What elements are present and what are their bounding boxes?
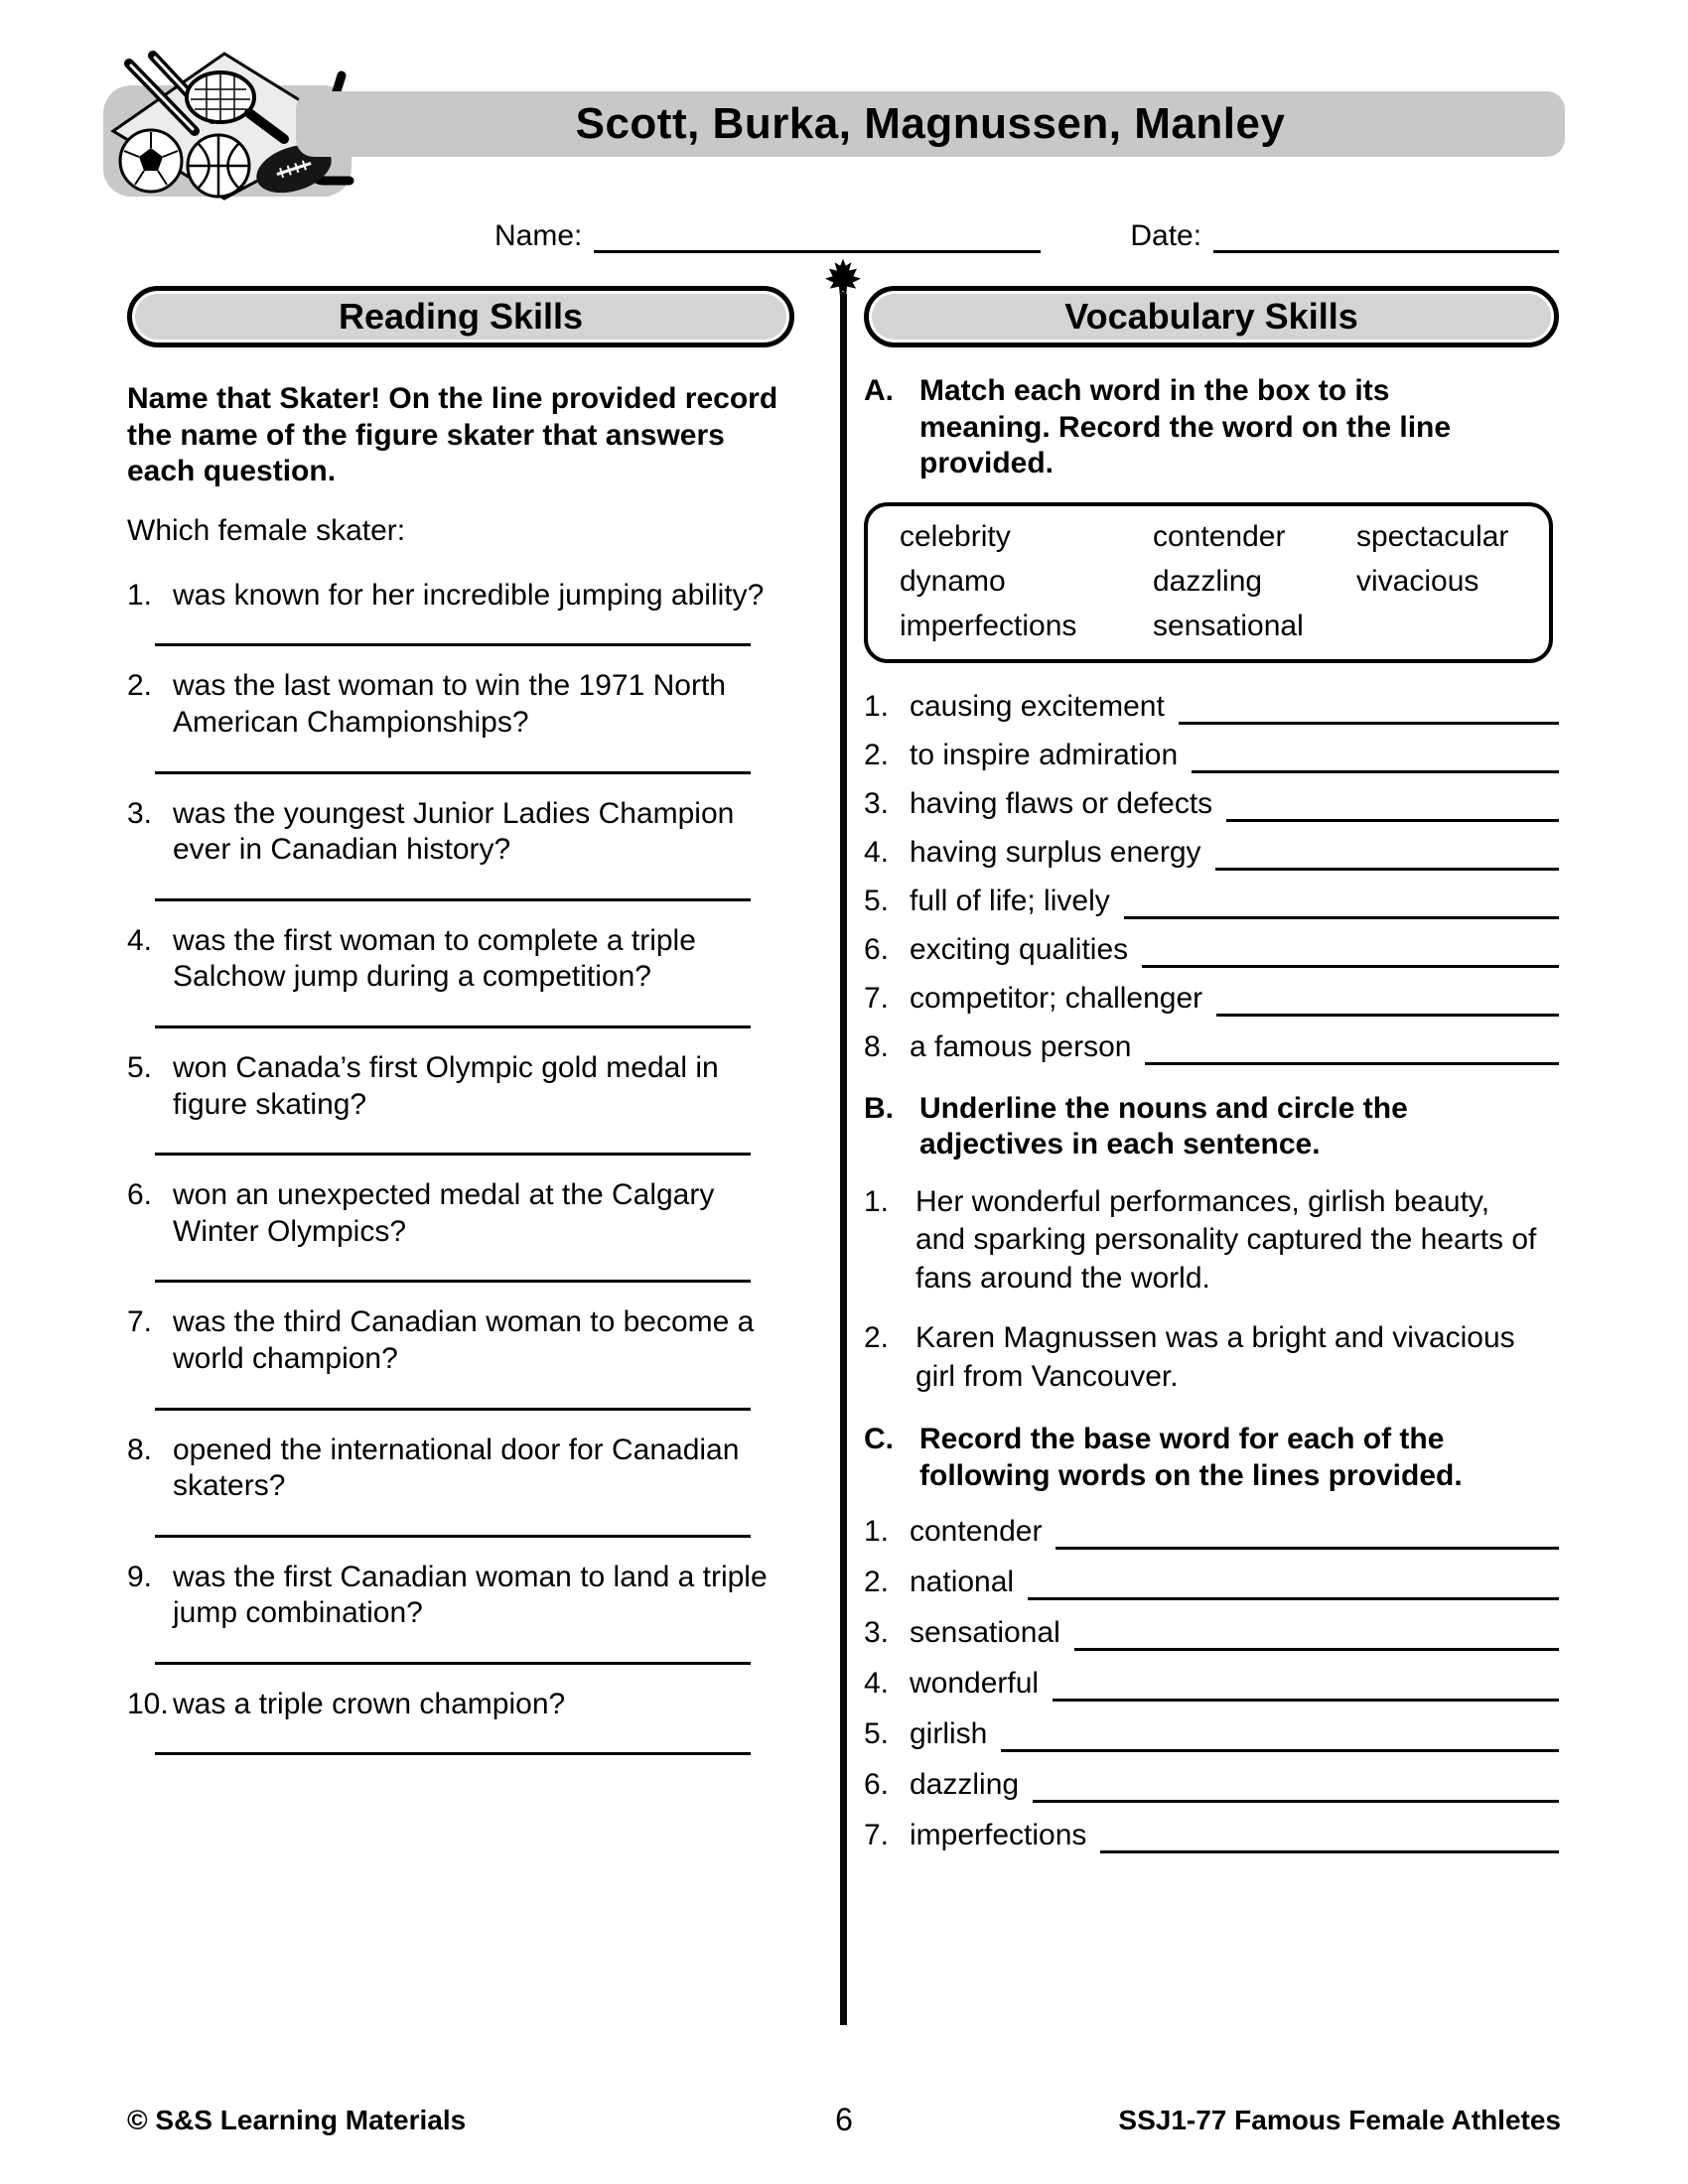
word-box-word: imperfections bbox=[900, 609, 1077, 642]
sentence-item bbox=[864, 1319, 1559, 1396]
answer-line-q6[interactable] bbox=[155, 1250, 751, 1283]
part-a-label: A. bbox=[864, 374, 894, 407]
base-word-line-c7[interactable] bbox=[1100, 1818, 1559, 1853]
base-word-item bbox=[864, 1514, 1559, 1550]
part-c-label: C. bbox=[864, 1422, 894, 1455]
answer-line-q5[interactable] bbox=[155, 1123, 751, 1156]
name-date-row bbox=[494, 214, 1559, 253]
question-text: was the third Canadian woman to become a world champion? bbox=[173, 1305, 755, 1375]
vocab-item-number: 1. bbox=[864, 689, 890, 723]
question-number: 8. bbox=[127, 1433, 153, 1466]
word-box-word: sensational bbox=[1153, 609, 1304, 642]
base-word-line-c5[interactable] bbox=[1001, 1716, 1559, 1752]
question-item bbox=[127, 1177, 794, 1250]
question-item bbox=[127, 1560, 794, 1632]
question-text: was the first Canadian woman to land a triple jump combination? bbox=[173, 1560, 768, 1630]
question-text: was the first woman to complete a triple Salchow jump during a competition? bbox=[173, 923, 696, 994]
base-word-line-c4[interactable] bbox=[1053, 1666, 1559, 1702]
word-box bbox=[864, 502, 1553, 663]
vocab-item-text: causing excitement bbox=[910, 689, 1165, 723]
sentence-number: 2. bbox=[864, 1321, 890, 1355]
vocab-item bbox=[864, 689, 1559, 725]
vocab-item bbox=[864, 738, 1559, 773]
question-number: 7. bbox=[127, 1305, 153, 1339]
question-number: 2. bbox=[127, 669, 153, 703]
answer-line-q3[interactable] bbox=[155, 869, 751, 901]
answer-line-q8[interactable] bbox=[155, 1505, 751, 1538]
question-item bbox=[127, 1687, 794, 1723]
question-number: 6. bbox=[127, 1178, 153, 1212]
base-word-text: wonderful bbox=[910, 1667, 1040, 1701]
date-line[interactable] bbox=[1213, 214, 1559, 253]
date-label: Date: bbox=[1130, 219, 1202, 252]
answer-line-q4[interactable] bbox=[155, 996, 751, 1028]
vocab-item-number: 3. bbox=[864, 786, 890, 820]
answer-line-q2[interactable] bbox=[155, 742, 751, 774]
base-word-line-c3[interactable] bbox=[1074, 1615, 1559, 1651]
question-item bbox=[127, 923, 794, 996]
base-word-text: contender bbox=[910, 1515, 1043, 1549]
vocab-answer-line-a4[interactable] bbox=[1215, 835, 1559, 871]
vocabulary-column bbox=[864, 286, 1559, 1868]
vocab-item bbox=[864, 981, 1559, 1017]
vocab-answer-line-a8[interactable] bbox=[1145, 1029, 1559, 1065]
base-word-text: sensational bbox=[910, 1616, 1060, 1650]
vocab-item-text: having surplus energy bbox=[910, 835, 1201, 869]
part-c-heading bbox=[864, 1422, 1559, 1494]
base-word-number: 5. bbox=[864, 1717, 890, 1751]
base-word-item bbox=[864, 1615, 1559, 1651]
part-b-instructions: Underline the nouns and circle the adjectives in each sentence. bbox=[919, 1091, 1408, 1161]
base-word-item bbox=[864, 1767, 1559, 1803]
part-a-heading bbox=[864, 373, 1559, 482]
vocab-item-number: 5. bbox=[864, 884, 890, 917]
question-number: 10. bbox=[127, 1687, 169, 1720]
base-word-line-c6[interactable] bbox=[1033, 1767, 1559, 1803]
answer-line-q10[interactable] bbox=[155, 1722, 751, 1755]
answer-line-q9[interactable] bbox=[155, 1632, 751, 1665]
question-text: was known for her incredible jumping ability? bbox=[173, 578, 765, 612]
question-number: 4. bbox=[127, 923, 153, 957]
question-text: opened the international door for Canadian skaters? bbox=[173, 1433, 740, 1503]
vocab-item bbox=[864, 1029, 1559, 1065]
question-number: 3. bbox=[127, 796, 153, 830]
question-text: was the youngest Junior Ladies Champion ever in Canadian history? bbox=[173, 796, 735, 867]
sentence-text: Her wonderful performances, girlish beauty, and sparking personality captured the hearts of fans around the world. bbox=[915, 1184, 1537, 1295]
base-word-item bbox=[864, 1716, 1559, 1752]
base-word-number: 4. bbox=[864, 1667, 890, 1701]
vocab-item bbox=[864, 786, 1559, 822]
base-word-item bbox=[864, 1666, 1559, 1702]
question-text: was a triple crown champion? bbox=[173, 1687, 566, 1720]
answer-line-q7[interactable] bbox=[155, 1378, 751, 1411]
vocab-item-text: a famous person bbox=[910, 1029, 1132, 1063]
part-c-instructions: Record the base word for each of the following words on the lines provided. bbox=[919, 1422, 1463, 1492]
vocab-answer-line-a7[interactable] bbox=[1216, 981, 1559, 1017]
vocabulary-section-title: Vocabulary Skills bbox=[1064, 296, 1358, 337]
vocab-item-text: to inspire admiration bbox=[910, 738, 1179, 771]
question-item bbox=[127, 1433, 794, 1505]
question-number: 1. bbox=[127, 578, 153, 612]
name-label: Name: bbox=[494, 219, 583, 252]
question-item bbox=[127, 578, 794, 614]
word-box-word: vivacious bbox=[1356, 564, 1479, 598]
section-header-reading bbox=[127, 286, 794, 347]
base-word-number: 2. bbox=[864, 1566, 890, 1599]
vocab-answer-line-a2[interactable] bbox=[1192, 738, 1559, 773]
reading-intro: Name that Skater! On the line provided record the name of the figure skater that answers each question. bbox=[127, 382, 778, 488]
vocab-item-number: 7. bbox=[864, 981, 890, 1015]
question-item bbox=[127, 796, 794, 869]
column-divider bbox=[840, 294, 847, 2025]
base-word-line-c1[interactable] bbox=[1055, 1514, 1559, 1550]
base-word-number: 7. bbox=[864, 1819, 890, 1852]
vocab-item-number: 8. bbox=[864, 1029, 890, 1063]
vocab-item-text: competitor; challenger bbox=[910, 981, 1203, 1015]
sentence-item bbox=[864, 1183, 1559, 1297]
page-title: Scott, Burka, Magnussen, Manley bbox=[575, 99, 1286, 148]
question-number: 9. bbox=[127, 1560, 153, 1593]
word-box-word: spectacular bbox=[1356, 519, 1509, 553]
base-word-line-c2[interactable] bbox=[1028, 1565, 1559, 1600]
vocab-item bbox=[864, 884, 1559, 919]
question-text: won an unexpected medal at the Calgary Winter Olympics? bbox=[173, 1178, 715, 1248]
base-word-number: 3. bbox=[864, 1616, 890, 1650]
part-b-label: B. bbox=[864, 1091, 894, 1125]
page-number: 6 bbox=[835, 2102, 853, 2137]
vocab-item-text: having flaws or defects bbox=[910, 786, 1213, 820]
vocab-answer-line-a1[interactable] bbox=[1179, 689, 1559, 725]
section-header-vocabulary bbox=[864, 286, 1559, 347]
base-word-text: national bbox=[910, 1566, 1015, 1599]
answer-line-q1[interactable] bbox=[155, 614, 751, 646]
sentence-number: 1. bbox=[864, 1184, 890, 1218]
footer-copyright: © S&S Learning Materials bbox=[127, 2105, 467, 2135]
base-word-item bbox=[864, 1818, 1559, 1853]
question-item bbox=[127, 668, 794, 741]
vocab-item-text: exciting qualities bbox=[910, 932, 1129, 966]
reading-prompt: Which female skater: bbox=[127, 513, 406, 547]
vocab-item-text: full of life; lively bbox=[910, 884, 1110, 917]
name-line[interactable] bbox=[594, 214, 1041, 253]
vocab-item-number: 4. bbox=[864, 835, 890, 869]
question-text: was the last woman to win the 1971 North American Championships? bbox=[173, 669, 726, 739]
title-banner bbox=[296, 91, 1565, 157]
base-word-number: 1. bbox=[864, 1515, 890, 1549]
footer-code: SSJ1-77 Famous Female Athletes bbox=[1118, 2105, 1561, 2135]
question-item bbox=[127, 1050, 794, 1123]
word-box-word: celebrity bbox=[900, 519, 1011, 553]
base-word-text: imperfections bbox=[910, 1819, 1087, 1852]
base-word-text: girlish bbox=[910, 1717, 988, 1751]
word-box-word: contender bbox=[1153, 519, 1286, 553]
vocab-item bbox=[864, 932, 1559, 968]
vocab-answer-line-a5[interactable] bbox=[1124, 884, 1559, 919]
vocab-answer-line-a3[interactable] bbox=[1226, 786, 1559, 822]
part-b-heading bbox=[864, 1091, 1559, 1163]
reading-section-title: Reading Skills bbox=[338, 296, 584, 337]
question-text: won Canada’s first Olympic gold medal in figure skating? bbox=[173, 1050, 719, 1121]
vocab-item-number: 2. bbox=[864, 738, 890, 771]
word-box-word: dazzling bbox=[1153, 564, 1263, 598]
vocab-item bbox=[864, 835, 1559, 871]
vocab-answer-line-a6[interactable] bbox=[1142, 932, 1559, 968]
word-box-word: dynamo bbox=[900, 564, 1006, 598]
question-item bbox=[127, 1304, 794, 1377]
question-number: 5. bbox=[127, 1050, 153, 1084]
vocab-item-number: 6. bbox=[864, 932, 890, 966]
base-word-number: 6. bbox=[864, 1768, 890, 1802]
part-a-instructions: Match each word in the box to its meaning. Record the word on the line provided. bbox=[919, 374, 1452, 480]
sentence-text: Karen Magnussen was a bright and vivacious girl from Vancouver. bbox=[915, 1321, 1515, 1393]
base-word-text: dazzling bbox=[910, 1768, 1020, 1802]
base-word-item bbox=[864, 1565, 1559, 1600]
reading-column bbox=[127, 286, 794, 1777]
